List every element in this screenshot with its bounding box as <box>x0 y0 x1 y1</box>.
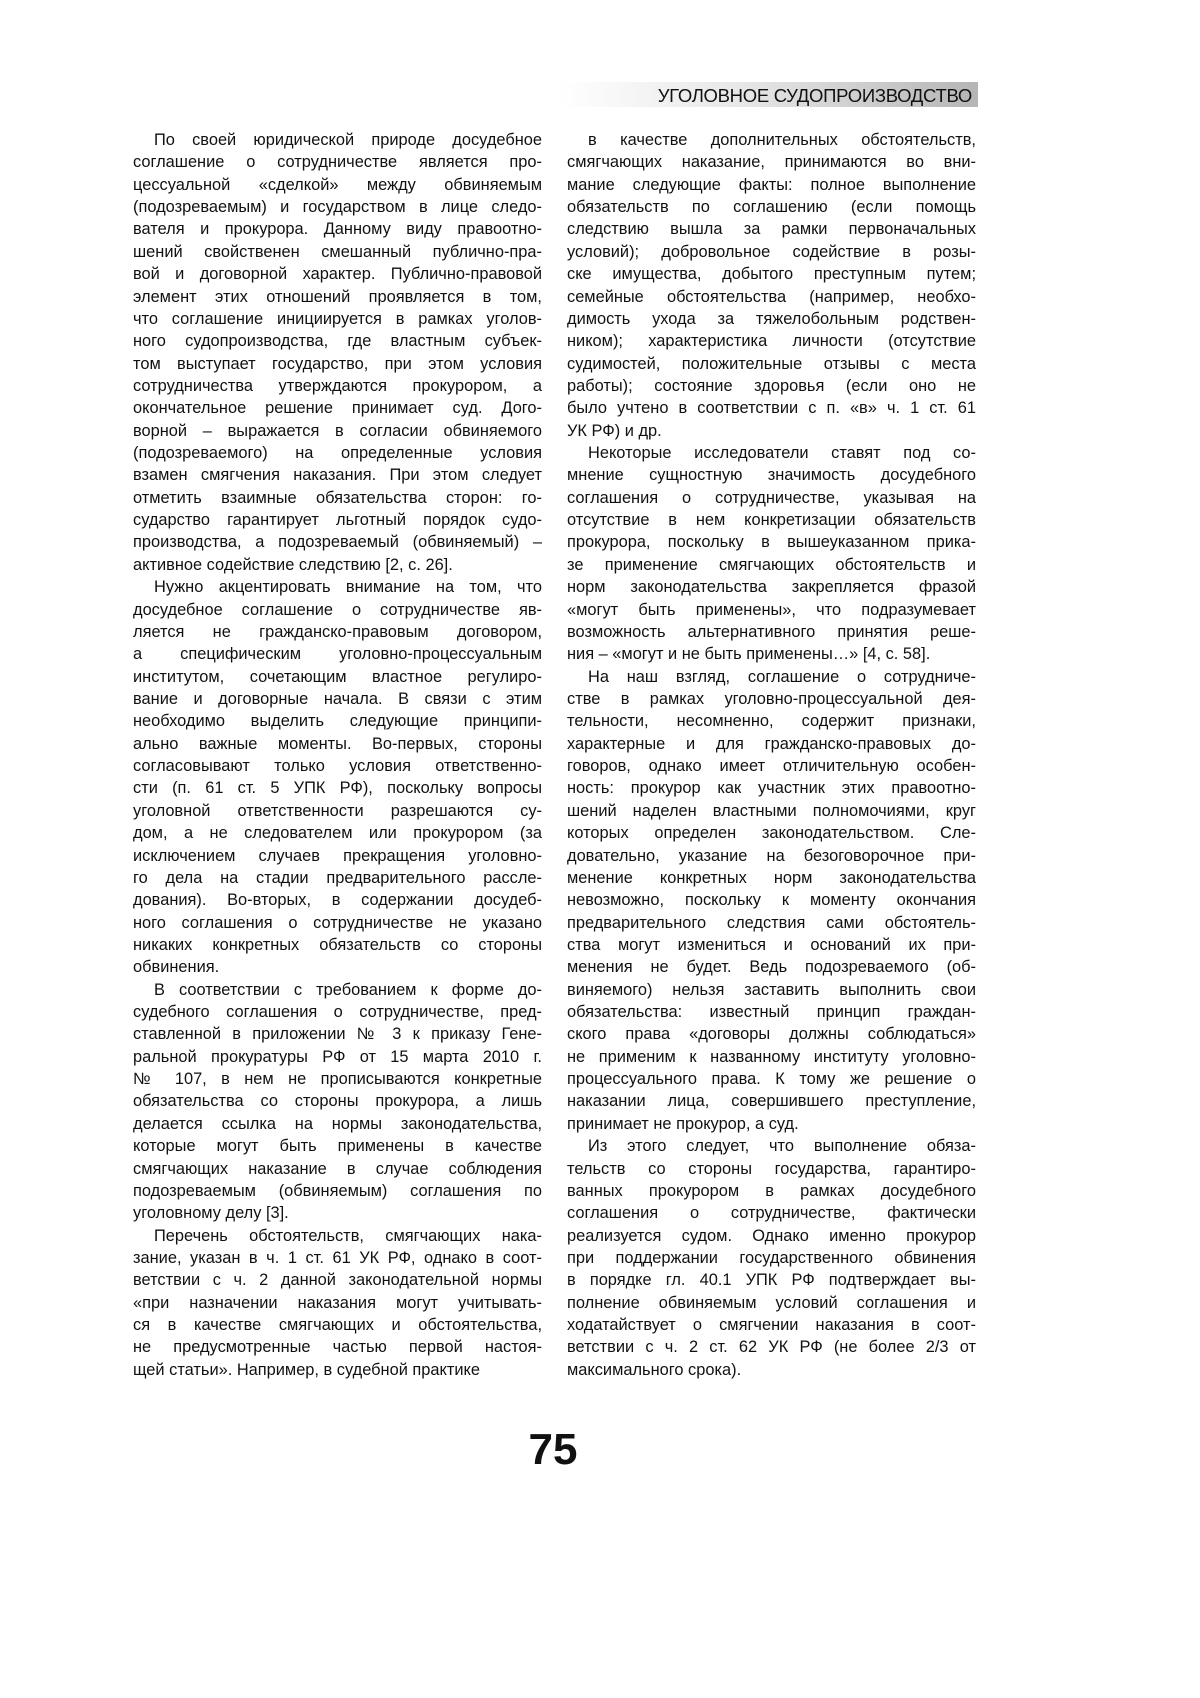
text-line: судебного соглашения о сотрудничестве, пред- <box>133 1001 542 1023</box>
text-line: взамен смягчения наказания. При этом следует <box>133 464 542 486</box>
text-line: обвинения. <box>133 956 542 978</box>
text-line: отметить взаимные обязательства сторон: го- <box>133 487 542 509</box>
text-line: не применим к названному институту уголовно- <box>567 1046 976 1068</box>
text-line: (подозреваемого) на определенные условия <box>133 442 542 464</box>
text-line: зание, указан в ч. 1 ст. 61 УК РФ, однако в соот- <box>133 1247 542 1269</box>
text-line: принимает не прокурор, а суд. <box>567 1113 976 1135</box>
text-line: шений свойственен смешанный публично-пра- <box>133 241 542 263</box>
text-line: вание и договорные начала. В связи с этим <box>133 688 542 710</box>
text-line: ником); характеристика личности (отсутствие <box>567 330 976 352</box>
text-line: ность: прокурор как участник этих правоотно- <box>567 777 976 799</box>
text-line: характерные и для гражданско-правовых до- <box>567 733 976 755</box>
text-line: активное содействие следствию [2, с. 26]. <box>133 554 542 576</box>
text-line: сударство гарантирует льготный порядок судо- <box>133 509 542 531</box>
text-line: соглашения о сотрудничестве, фактически <box>567 1202 976 1224</box>
text-line: вой и договорной характер. Публично-правовой <box>133 263 542 285</box>
text-line: Некоторые исследователи ставят под со- <box>567 442 976 464</box>
text-line: стве в рамках уголовно-процессуальной дея- <box>567 688 976 710</box>
text-line: наказании лица, совершившего преступление, <box>567 1090 976 1112</box>
text-line: мание следующие факты: полное выполнение <box>567 174 976 196</box>
text-line: менение конкретных норм законодательства <box>567 867 976 889</box>
text-line: ворной – выражается в согласии обвиняемого <box>133 420 542 442</box>
text-line: ральной прокуратуры РФ от 15 марта 2010 г. <box>133 1046 542 1068</box>
text-line: ляется не гражданско-правовым договором, <box>133 621 542 643</box>
text-line: было учтено в соответствии с п. «в» ч. 1 ст. 61 <box>567 397 976 419</box>
text-line: ально важные моменты. Во-первых, стороны <box>133 733 542 755</box>
text-line: что соглашение инициируется в рамках уголов- <box>133 308 542 330</box>
text-line: никаких конкретных обязательств со стороны <box>133 934 542 956</box>
text-line: ветствии с ч. 2 данной законодательной нормы <box>133 1269 542 1291</box>
paragraph <box>133 129 542 576</box>
text-line: исключением случаев прекращения уголовно- <box>133 845 542 867</box>
paragraph <box>567 129 976 442</box>
paragraph <box>567 442 976 666</box>
text-line: ске имущества, добытого преступным путем; <box>567 263 976 285</box>
text-line: уголовному делу [3]. <box>133 1202 542 1224</box>
text-line: подозреваемым (обвиняемым) соглашения по <box>133 1180 542 1202</box>
text-line: полнение обвиняемым условий соглашения и <box>567 1292 976 1314</box>
paragraph <box>567 666 976 1136</box>
text-line: институтом, сочетающим властное регулиро- <box>133 666 542 688</box>
text-line: мнение сущностную значимость досудебного <box>567 464 976 486</box>
text-line: смягчающих наказание, принимаются во вни- <box>567 151 976 173</box>
text-line: ходатайствует о смягчении наказания в соот- <box>567 1314 976 1336</box>
text-line: «при назначении наказания могут учитывать- <box>133 1292 542 1314</box>
text-line: досудебное соглашение о сотрудничестве яв- <box>133 599 542 621</box>
text-line: цессуальной «сделкой» между обвиняемым <box>133 174 542 196</box>
text-line: ного судопроизводства, где властным субъек- <box>133 330 542 352</box>
text-line: говоров, однако имеет отличительную особен- <box>567 755 976 777</box>
paragraph <box>133 1225 542 1382</box>
text-line: Перечень обстоятельств, смягчающих нака- <box>133 1225 542 1247</box>
text-line: соглашение о сотрудничестве является про- <box>133 151 542 173</box>
text-line: условий); добровольное содействие в розы- <box>567 241 976 263</box>
text-line: прокурора, поскольку в вышеуказанном прика- <box>567 531 976 553</box>
text-line: тельств со стороны государства, гарантиро- <box>567 1158 976 1180</box>
text-line: довательно, указание на безоговорочное при- <box>567 845 976 867</box>
page-number: 75 <box>0 1425 1106 1475</box>
text-line: том выступает государство, при этом условия <box>133 353 542 375</box>
text-line: процессуального права. К тому же решение о <box>567 1068 976 1090</box>
text-line: ванных прокурором в рамках досудебного <box>567 1180 976 1202</box>
text-line: УК РФ) и др. <box>567 420 976 442</box>
text-line: дования). Во-вторых, в содержании досудеб- <box>133 889 542 911</box>
text-line: следствию вышла за рамки первоначальных <box>567 218 976 240</box>
text-line: щей статьи». Например, в судебной практике <box>133 1359 542 1381</box>
text-line: Из этого следует, что выполнение обяза- <box>567 1135 976 1157</box>
text-line: согласовывают только условия ответственно- <box>133 755 542 777</box>
text-line: реализуется судом. Однако именно прокурор <box>567 1225 976 1247</box>
text-line: элемент этих отношений проявляется в том, <box>133 286 542 308</box>
text-line: в качестве дополнительных обстоятельств, <box>567 129 976 151</box>
paragraph <box>133 979 542 1225</box>
text-line: предварительного следствия сами обстоятель- <box>567 912 976 934</box>
text-line: вателя и прокурора. Данному виду правоотно- <box>133 218 542 240</box>
text-line: сотрудничества утверждаются прокурором, а <box>133 375 542 397</box>
text-line: (подозреваемым) и государством в лице следо- <box>133 196 542 218</box>
text-line: смягчающих наказание в случае соблюдения <box>133 1158 542 1180</box>
text-line: обязательства со стороны прокурора, а лишь <box>133 1090 542 1112</box>
text-line: В соответствии с требованием к форме до- <box>133 979 542 1001</box>
paragraph <box>133 576 542 978</box>
text-line: не предусмотренные частью первой настоя- <box>133 1336 542 1358</box>
text-line: работы); состояние здоровья (если оно не <box>567 375 976 397</box>
text-line: сти (п. 61 ст. 5 УПК РФ), поскольку вопросы <box>133 777 542 799</box>
text-line: менения не будет. Ведь подозреваемого (об- <box>567 956 976 978</box>
text-line: при поддержании государственного обвинения <box>567 1247 976 1269</box>
text-line: ства могут измениться и оснований их при- <box>567 934 976 956</box>
text-line: соглашения о сотрудничестве, указывая на <box>567 487 976 509</box>
text-line: По своей юридической природе досудебное <box>133 129 542 151</box>
text-line: обязательства: известный принцип граждан- <box>567 1001 976 1023</box>
text-line: обязательств по соглашению (если помощь <box>567 196 976 218</box>
text-line: ского права «договоры должны соблюдаться» <box>567 1023 976 1045</box>
text-line: ного соглашения о сотрудничестве не указано <box>133 912 542 934</box>
text-line: тельности, несомненно, содержит признаки, <box>567 710 976 732</box>
text-line: ветствии с ч. 2 ст. 62 УК РФ (не более 2/3 от <box>567 1336 976 1358</box>
text-line: ния – «могут и не быть применены…» [4, с. 58]. <box>567 643 976 665</box>
text-line: невозможно, поскольку к моменту окончания <box>567 889 976 911</box>
text-line: судимостей, положительные отзывы с места <box>567 353 976 375</box>
text-line: уголовной ответственности разрешаются су- <box>133 800 542 822</box>
paragraph <box>567 1135 976 1381</box>
text-line: производства, а подозреваемый (обвиняемый) – <box>133 531 542 553</box>
left-column <box>133 129 542 1381</box>
text-line: окончательное решение принимает суд. Дого- <box>133 397 542 419</box>
section-title: УГОЛОВНОЕ СУДОПРОИЗВОДСТВО <box>658 85 972 107</box>
text-line: Нужно акцентировать внимание на том, что <box>133 576 542 598</box>
text-line: го дела на стадии предварительного рассле- <box>133 867 542 889</box>
text-line: семейные обстоятельства (например, необхо- <box>567 286 976 308</box>
text-line: дом, а не следователем или прокурором (за <box>133 822 542 844</box>
text-line: На наш взгляд, соглашение о сотрудниче- <box>567 666 976 688</box>
text-line: которых определен законодательством. Сле- <box>567 822 976 844</box>
text-line: ся в качестве смягчающих и обстоятельства, <box>133 1314 542 1336</box>
text-line: возможность альтернативного принятия реше- <box>567 621 976 643</box>
text-line: ставленной в приложении № 3 к приказу Гене- <box>133 1023 542 1045</box>
text-line: норм законодательства закрепляется фразой <box>567 576 976 598</box>
text-line: зе применение смягчающих обстоятельств и <box>567 554 976 576</box>
text-line: шений наделен властными полномочиями, круг <box>567 800 976 822</box>
text-line: в порядке гл. 40.1 УПК РФ подтверждает вы- <box>567 1269 976 1291</box>
text-line: виняемого) нельзя заставить выполнить свои <box>567 979 976 1001</box>
text-line: димость ухода за тяжелобольным родствен- <box>567 308 976 330</box>
text-line: максимального срока). <box>567 1359 976 1381</box>
running-header <box>560 82 978 107</box>
text-line: «могут быть применены», что подразумевает <box>567 599 976 621</box>
right-column <box>567 129 976 1381</box>
text-line: отсутствие в нем конкретизации обязательств <box>567 509 976 531</box>
text-line: а специфическим уголовно-процессуальным <box>133 643 542 665</box>
text-line: делается ссылка на нормы законодательства, <box>133 1113 542 1135</box>
text-line: которые могут быть применены в качестве <box>133 1135 542 1157</box>
text-line: необходимо выделить следующие принципи- <box>133 710 542 732</box>
text-line: № 107, в нем не прописываются конкретные <box>133 1068 542 1090</box>
